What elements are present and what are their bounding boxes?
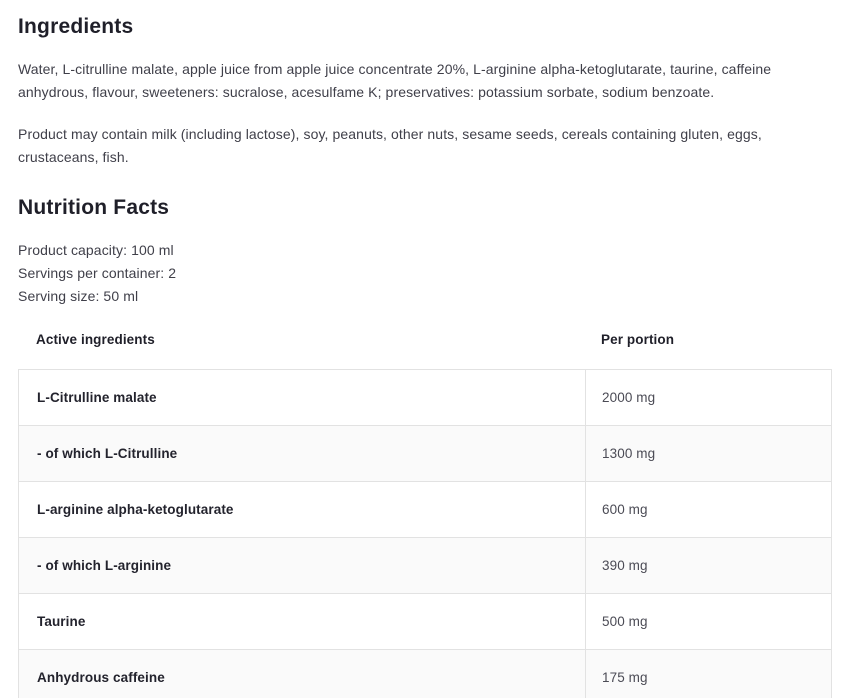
product-capacity-line: Product capacity: 100 ml xyxy=(18,242,174,258)
table-row xyxy=(19,370,832,426)
serving-details xyxy=(18,239,831,308)
per-portion-column-header: Per portion xyxy=(601,332,675,347)
ingredient-name-cell: - of which L-Citrulline xyxy=(19,426,586,482)
table-row xyxy=(19,594,832,650)
table-row xyxy=(19,538,832,594)
ingredient-name-cell: L-arginine alpha-ketoglutarate xyxy=(19,482,586,538)
ingredients-title: Ingredients xyxy=(18,15,134,38)
ingredient-amount-cell: 600 mg xyxy=(586,482,832,538)
nutrition-facts-section xyxy=(18,196,831,698)
servings-per-container-line: Servings per container: 2 xyxy=(18,265,177,281)
active-ingredients-column-header: Active ingredients xyxy=(36,332,155,347)
ingredient-name-cell: L-Citrulline malate xyxy=(19,370,586,426)
serving-size-line: Serving size: 50 ml xyxy=(18,288,139,304)
ingredient-amount-cell: 500 mg xyxy=(586,594,832,650)
ingredients-section xyxy=(18,15,831,169)
ingredient-amount-cell: 390 mg xyxy=(586,538,832,594)
ingredient-name-cell: - of which L-arginine xyxy=(19,538,586,594)
table-row xyxy=(19,426,832,482)
allergen-warning-text: Product may contain milk (including lactose), soy, peanuts, other nuts, sesame seeds, cereals containing gluten, eggs, crustaceans, fish. xyxy=(18,126,762,165)
ingredient-name-cell: Taurine xyxy=(19,594,586,650)
nutrition-table xyxy=(18,369,832,698)
nutrition-table-header xyxy=(18,332,831,347)
table-row xyxy=(19,482,832,538)
ingredient-amount-cell: 2000 mg xyxy=(586,370,832,426)
ingredient-name-cell: Anhydrous caffeine xyxy=(19,650,586,698)
nutrition-facts-title: Nutrition Facts xyxy=(18,196,170,219)
ingredients-composition-text: Water, L-citrulline malate, apple juice from apple juice concentrate 20%, L-arginine alpha-ketoglutarate, taurine, caffeine anhydrous, flavour, sweeteners: sucralose, acesulfame K; preservatives: potassium sorbate, sodium benzoate. xyxy=(18,61,772,100)
table-row xyxy=(19,650,832,698)
ingredient-amount-cell: 175 mg xyxy=(586,650,832,698)
nutrition-table-block xyxy=(18,332,831,698)
ingredient-amount-cell: 1300 mg xyxy=(586,426,832,482)
